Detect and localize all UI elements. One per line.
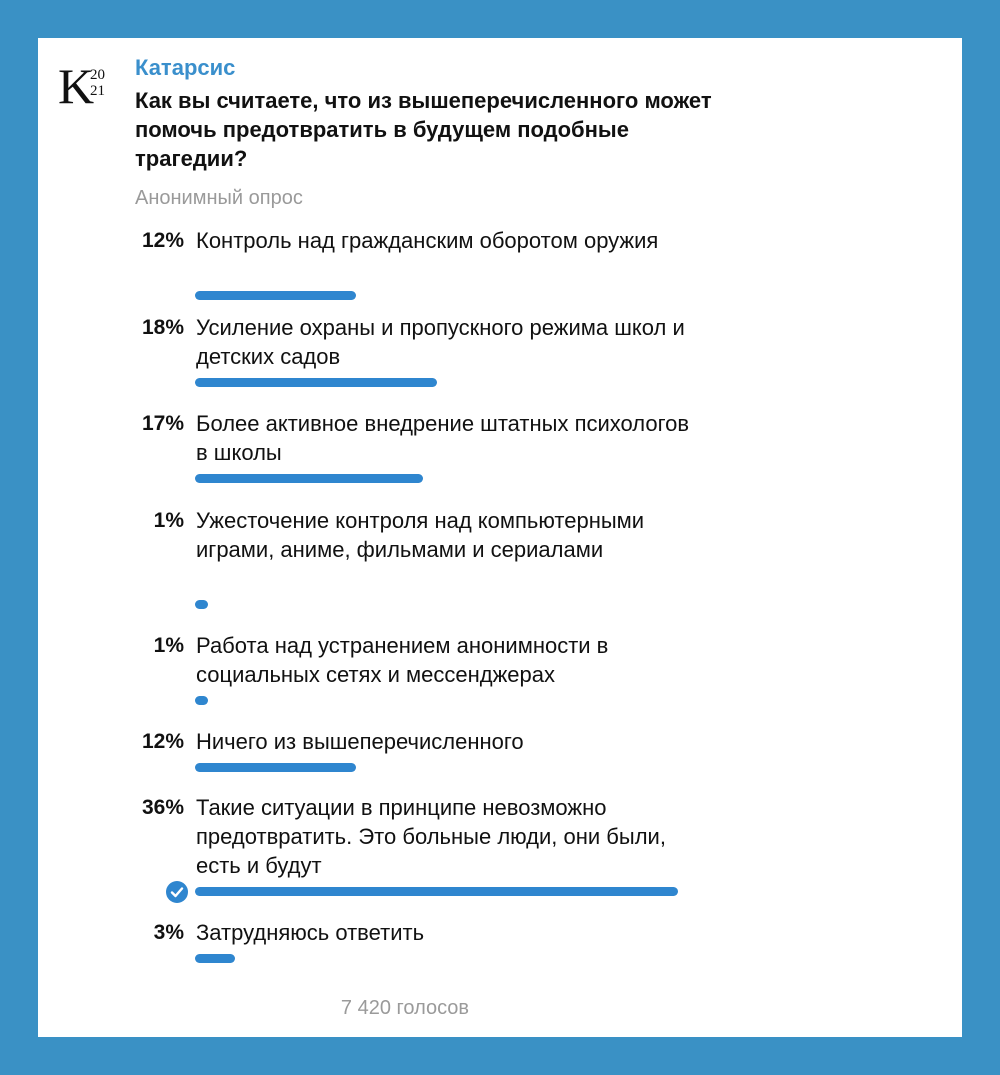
- avatar-year-bottom: 21: [90, 83, 105, 99]
- poll-question: Как вы считаете, что из вышеперечисленного может помочь предотвратить в будущем подобные трагедии?: [135, 88, 712, 171]
- option-result-bar: [195, 600, 208, 609]
- option-percent: 18%: [141, 316, 184, 339]
- option-text: Затрудняюсь ответить: [196, 920, 425, 945]
- option-text: Такие ситуации в принципе невозможно предотвратить. Это больные люди, они были, есть и будут: [196, 795, 666, 878]
- channel-avatar[interactable]: [58, 58, 112, 114]
- option-result-bar: [195, 954, 235, 963]
- option-percent: 12%: [141, 730, 184, 753]
- option-text: Усиление охраны и пропускного режима школ и детских садов: [196, 315, 685, 369]
- vote-count[interactable]: 7 420 голосов: [340, 997, 470, 1019]
- option-result-bar: [195, 291, 356, 300]
- option-text: Более активное внедрение штатных психологов в школы: [196, 411, 690, 465]
- option-text: Контроль над гражданским оборотом оружия: [196, 228, 659, 253]
- option-text: Работа над устранением анонимности в социальных сетях и мессенджерах: [196, 633, 609, 687]
- option-percent: 12%: [141, 229, 184, 252]
- option-result-bar: [195, 474, 423, 483]
- option-result-bar: [195, 378, 437, 387]
- option-percent: 1%: [153, 634, 184, 657]
- option-percent: 1%: [153, 509, 184, 532]
- option-result-bar: [195, 696, 208, 705]
- option-text: Ничего из вышеперечисленного: [196, 729, 524, 754]
- option-percent: 36%: [141, 796, 184, 819]
- option-result-bar: [195, 887, 678, 896]
- option-result-bar: [195, 763, 356, 772]
- channel-name[interactable]: Катарсис: [135, 55, 236, 80]
- poll-type-label: Анонимный опрос: [135, 187, 303, 209]
- option-text: Ужесточение контроля над компьютерными играми, аниме, фильмами и сериалами: [196, 508, 645, 562]
- option-percent: 17%: [141, 412, 184, 435]
- avatar-letter: K: [58, 58, 95, 114]
- option-percent: 3%: [153, 921, 184, 944]
- check-icon: [166, 881, 188, 903]
- avatar-year-top: 20: [90, 67, 105, 83]
